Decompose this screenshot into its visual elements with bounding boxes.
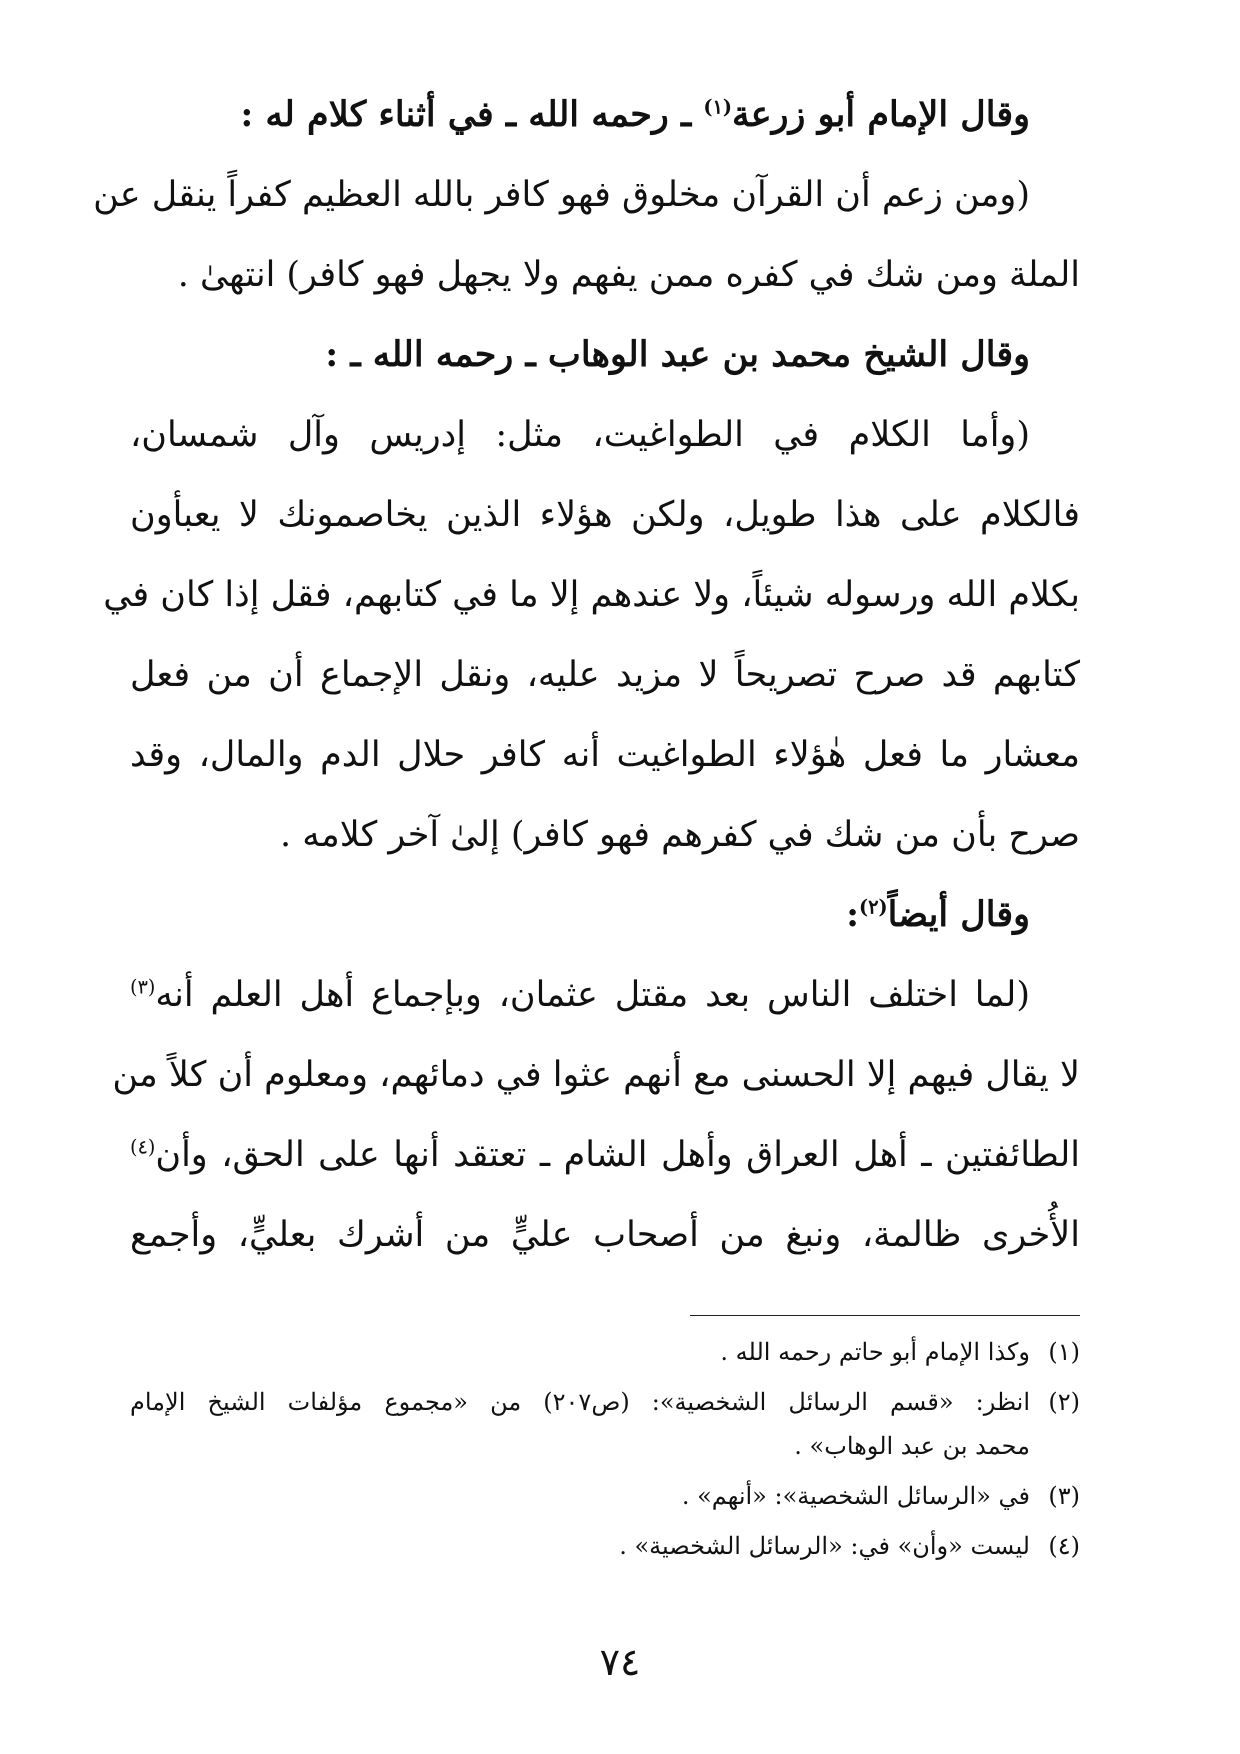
text-line: الأُخرى ظالمة، ونبغ من أصحاب عليٍّ من أشرك بعليٍّ، وأجمع bbox=[130, 1215, 1080, 1255]
footnote-3 bbox=[130, 1474, 1080, 1518]
text-line: (لما اختلف الناس بعد مقتل عثمان، وبإجماع أهل العلم أنه$^{(٣)}$ bbox=[130, 975, 1030, 1015]
footnote-number: (٣) bbox=[1048, 1482, 1080, 1510]
heading-ibn-abd-al-wahhab: وقال الشيخ محمد بن عبد الوهاب ـ رحمه الله ـ : bbox=[325, 334, 1030, 375]
text-line: لا يقال فيهم إلا الحسنى مع أنهم عثوا في دمائهم، ومعلوم أن كلاً من bbox=[112, 1055, 1080, 1095]
footnote-ref-1: (١) bbox=[703, 95, 732, 119]
text-line: (ومن زعم أن القرآن مخلوق فهو كافر بالله العظيم كفراً ينقل عن bbox=[93, 175, 1030, 215]
text-line: صرح بأن من شك في كفرهم فهو كافر) إلىٰ آخر كلامه . bbox=[279, 815, 1080, 855]
footnote-4 bbox=[130, 1524, 1080, 1568]
footnote-separator bbox=[690, 1315, 1080, 1316]
text-line: الطائفتين ـ أهل العراق وأهل الشام ـ تعتقد أنها على الحق، وأن$^{(٤)}$ bbox=[130, 1135, 1080, 1175]
text-line: معشار ما فعل هٰؤلاء الطواغيت أنه كافر حلال الدم والمال، وقد bbox=[130, 735, 1080, 775]
footnote-text: وكذا الإمام أبو حاتم رحمه الله . bbox=[720, 1338, 1030, 1366]
footnote-text: ليست «وأن» في: «الرسائل الشخصية» . bbox=[619, 1532, 1030, 1560]
footnote-number: (١) bbox=[1048, 1338, 1080, 1366]
text-line: (وأما الكلام في الطواغيت، مثل: إدريس وآل شمسان، bbox=[130, 415, 1030, 455]
main-text bbox=[93, 75, 1080, 1275]
text-line: الملة ومن شك في كفره ممن يفهم ولا يجهل فهو كافر) انتهىٰ . bbox=[177, 255, 1080, 295]
heading-wa-qala-aydan: وقال أيضاً$^{(٢)}$: bbox=[846, 894, 1030, 935]
footnotes bbox=[130, 1330, 1080, 1574]
footnote-text-continued: محمد بن عبد الوهاب» . bbox=[794, 1432, 1030, 1460]
text-line: كتابهم قد صرح تصريحاً لا مزيد عليه، ونقل الإجماع أن من فعل bbox=[130, 655, 1080, 695]
footnote-2 bbox=[130, 1380, 1080, 1468]
footnote-text: في «الرسائل الشخصية»: «أنهم» . bbox=[681, 1482, 1030, 1510]
footnote-ref-2: (٢) bbox=[859, 895, 888, 919]
footnote-1 bbox=[130, 1330, 1080, 1374]
text-line: بكلام الله ورسوله شيئاً، ولا عندهم إلا ما في كتابهم، فقل إذا كان في bbox=[103, 575, 1080, 615]
footnote-text: انظر: «قسم الرسائل الشخصية»: (ص٢٠٧) من «مجموع مؤلفات الشيخ الإمام bbox=[130, 1388, 1030, 1416]
page-number: ٧٤ bbox=[599, 1640, 641, 1684]
text-line: فالكلام على هذا طويل، ولكن هؤلاء الذين يخاصمونك لا يعبأون bbox=[130, 495, 1080, 535]
footnote-number: (٤) bbox=[1048, 1532, 1080, 1560]
footnote-ref-4: (٤) bbox=[130, 1135, 156, 1159]
footnote-number: (٢) bbox=[1048, 1388, 1080, 1416]
footnote-ref-3: (٣) bbox=[130, 975, 156, 999]
heading-abu-zurah: وقال الإمام أبو زرعة$^{(١)}$ ـ رحمه الله ـ في أثناء كلام له : bbox=[240, 94, 1030, 135]
